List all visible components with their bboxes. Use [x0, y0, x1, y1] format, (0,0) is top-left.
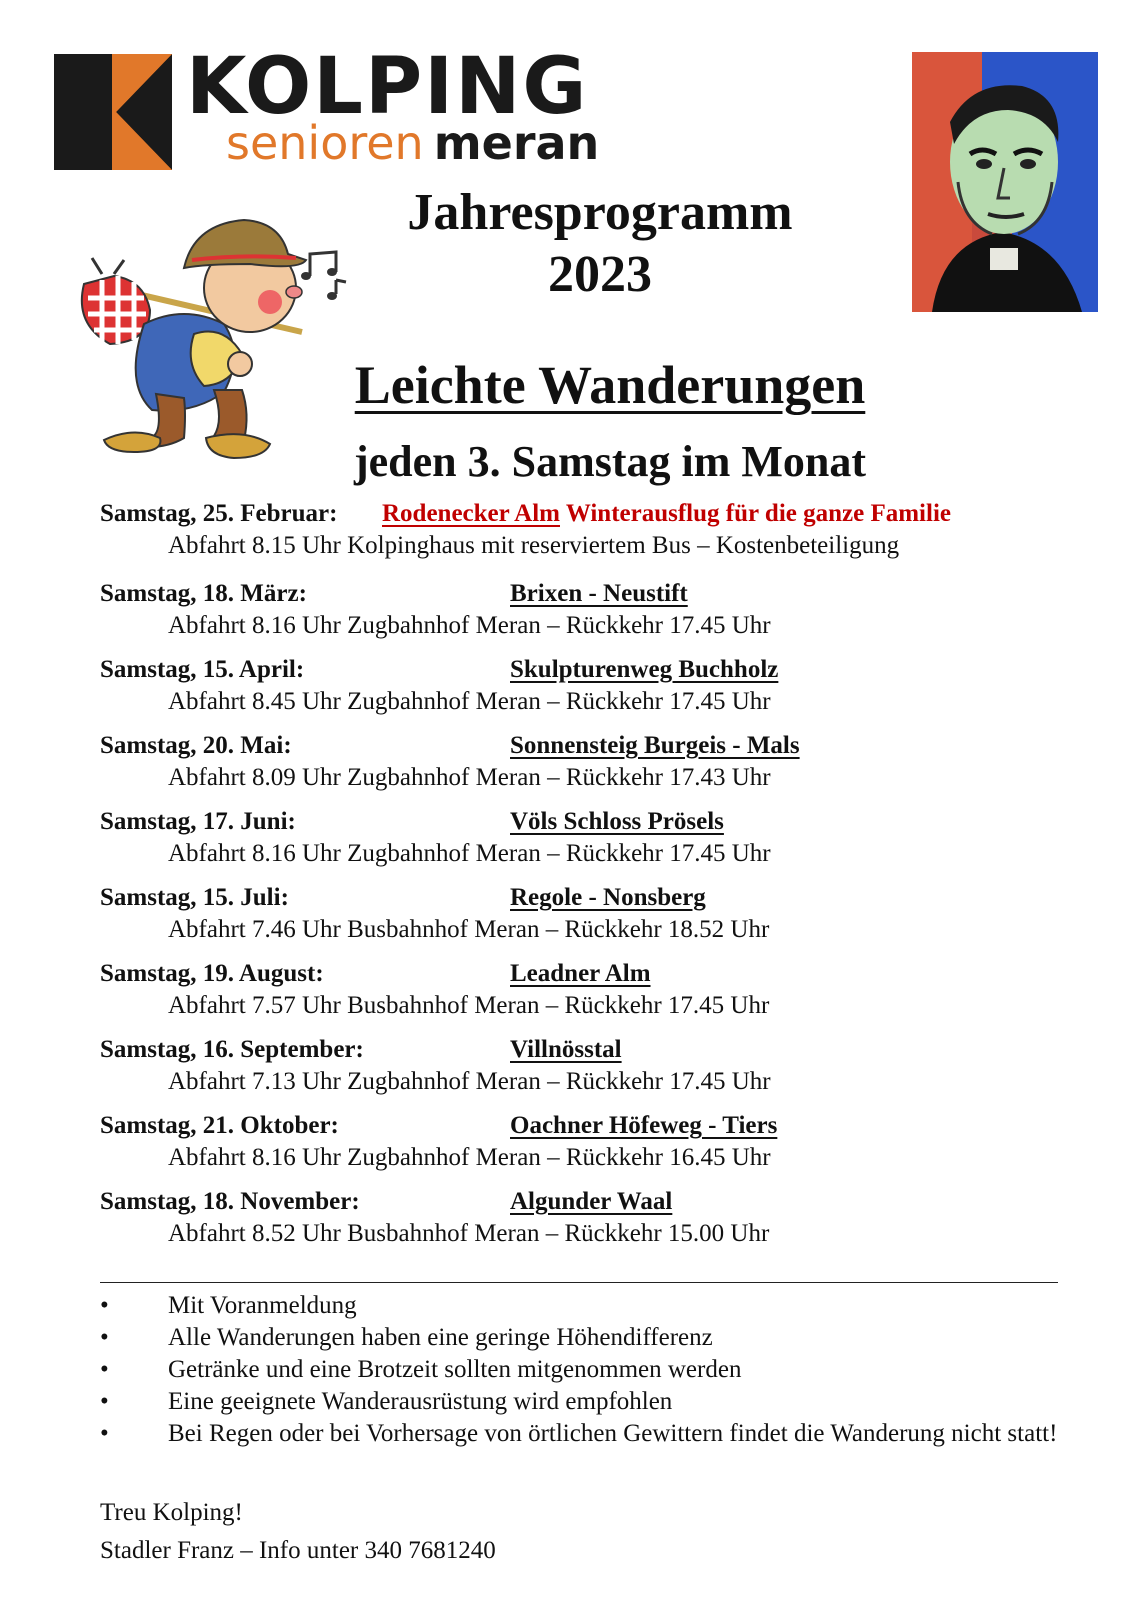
entry-details: Abfahrt 7.46 Uhr Busbahnhof Meran – Rückkehr 18.52 Uhr [168, 916, 770, 943]
note-text: Alle Wanderungen haben eine geringe Höhendifferenz [168, 1324, 713, 1351]
schedule-entry [100, 654, 1060, 718]
schedule-entry [100, 578, 1060, 642]
entry-details: Abfahrt 8.09 Uhr Zugbahnhof Meran – Rückkehr 17.43 Uhr [168, 764, 771, 791]
note-item [100, 1418, 1080, 1450]
entry-destination: Sonnensteig Burgeis - Mals [510, 732, 800, 759]
entry-destination: Algunder Waal [510, 1188, 673, 1215]
note-text: Eine geeignete Wanderausrüstung wird empfohlen [168, 1388, 673, 1415]
kolping-k-icon [54, 54, 172, 170]
portrait-image [912, 52, 1098, 312]
entry-date: Samstag, 21. Oktober: [100, 1112, 339, 1139]
bullet-icon: • [100, 1324, 109, 1351]
frequency-heading: jeden 3. Samstag im Monat [353, 437, 867, 486]
entry-date: Samstag, 17. Juni: [100, 808, 296, 835]
footer-contact: Stadler Franz – Info unter 340 7681240 [100, 1537, 496, 1564]
entry-header [100, 1110, 1060, 1142]
entry-details: Abfahrt 8.15 Uhr Kolpinghaus mit reserviertem Bus – Kostenbeteiligung [168, 532, 900, 559]
entry-date: Samstag, 15. April: [100, 656, 305, 683]
entry-details: Abfahrt 7.57 Uhr Busbahnhof Meran – Rückkehr 17.45 Uhr [168, 992, 770, 1019]
notes-list [100, 1290, 1080, 1450]
entry-header [100, 730, 1060, 762]
page-subtitle: Leichte Wanderungen [354, 355, 866, 415]
logo-sub-primary: senioren [226, 116, 424, 170]
entry-header [100, 882, 1060, 914]
entry-destination: Regole - Nonsberg [510, 884, 706, 911]
entry-header [100, 578, 1060, 610]
schedule-entry [100, 1034, 1060, 1098]
entry-header [100, 958, 1060, 990]
note-text: Mit Voranmeldung [168, 1292, 357, 1319]
entry-date: Samstag, 25. Februar: [100, 500, 338, 527]
entry-header [100, 1034, 1060, 1066]
entry-destination: Leadner Alm [510, 960, 651, 987]
schedule-entry [100, 1110, 1060, 1174]
schedule-entry [100, 730, 1060, 794]
entry-destination: Brixen - Neustift [510, 580, 688, 607]
title-year: 2023 [548, 246, 652, 303]
entry-destination: Oachner Höfeweg - Tiers [510, 1112, 778, 1139]
bullet-icon: • [100, 1388, 109, 1415]
entry-details: Abfahrt 8.45 Uhr Zugbahnhof Meran – Rückkehr 17.45 Uhr [168, 688, 771, 715]
logo-wordmark: KOLPING [186, 42, 589, 132]
entry-destination: Skulpturenweg Buchholz [510, 656, 779, 683]
entry-date: Samstag, 20. Mai: [100, 732, 292, 759]
logo-sub-secondary: meran [433, 116, 600, 170]
footer-greeting: Treu Kolping! [100, 1499, 243, 1526]
schedule-entry [100, 882, 1060, 946]
entry-destination: Rodenecker Alm [382, 500, 560, 527]
page-title [330, 182, 870, 306]
bullet-icon: • [100, 1292, 109, 1319]
entry-destination: Völs Schloss Prösels [510, 808, 724, 835]
note-item [100, 1290, 1080, 1322]
schedule-entry [100, 1186, 1060, 1250]
kolping-logo [54, 42, 634, 170]
bullet-icon: • [100, 1420, 109, 1447]
hiker-illustration [74, 214, 374, 470]
entry-details: Abfahrt 8.52 Uhr Busbahnhof Meran – Rückkehr 15.00 Uhr [168, 1220, 770, 1247]
divider [100, 1282, 1058, 1283]
entry-header [100, 654, 1060, 686]
entry-header [100, 1186, 1060, 1218]
entry-details: Abfahrt 8.16 Uhr Zugbahnhof Meran – Rückkehr 17.45 Uhr [168, 612, 771, 639]
logo-subtitle [226, 116, 600, 170]
title-line-1: Jahresprogramm [407, 184, 793, 241]
entry-details: Abfahrt 8.16 Uhr Zugbahnhof Meran – Rückkehr 17.45 Uhr [168, 840, 771, 867]
schedule-entry [100, 958, 1060, 1022]
entry-details: Abfahrt 7.13 Uhr Zugbahnhof Meran – Rückkehr 17.45 Uhr [168, 1068, 771, 1095]
note-item [100, 1322, 1080, 1354]
entry-date: Samstag, 18. März: [100, 580, 307, 607]
entry-destination-highlight [382, 498, 951, 530]
note-text: Getränke und eine Brotzeit sollten mitgenommen werden [168, 1356, 742, 1383]
note-text: Bei Regen oder bei Vorhersage von örtlichen Gewittern findet die Wanderung nicht statt! [168, 1420, 1058, 1447]
entry-date: Samstag, 19. August: [100, 960, 324, 987]
entry-date: Samstag, 15. Juli: [100, 884, 289, 911]
note-item [100, 1386, 1080, 1418]
entry-header [100, 806, 1060, 838]
schedule-entry [100, 806, 1060, 870]
entry-note: Winterausflug für die ganze Familie [565, 500, 951, 527]
footer [100, 1494, 496, 1570]
schedule-entry [100, 498, 1060, 562]
entry-details: Abfahrt 8.16 Uhr Zugbahnhof Meran – Rückkehr 16.45 Uhr [168, 1144, 771, 1171]
note-item [100, 1354, 1080, 1386]
entry-header [100, 498, 1060, 530]
entry-date: Samstag, 18. November: [100, 1188, 360, 1215]
entry-date: Samstag, 16. September: [100, 1036, 364, 1063]
hike-schedule [100, 498, 1060, 1262]
entry-destination: Villnösstal [510, 1036, 622, 1063]
bullet-icon: • [100, 1356, 109, 1383]
